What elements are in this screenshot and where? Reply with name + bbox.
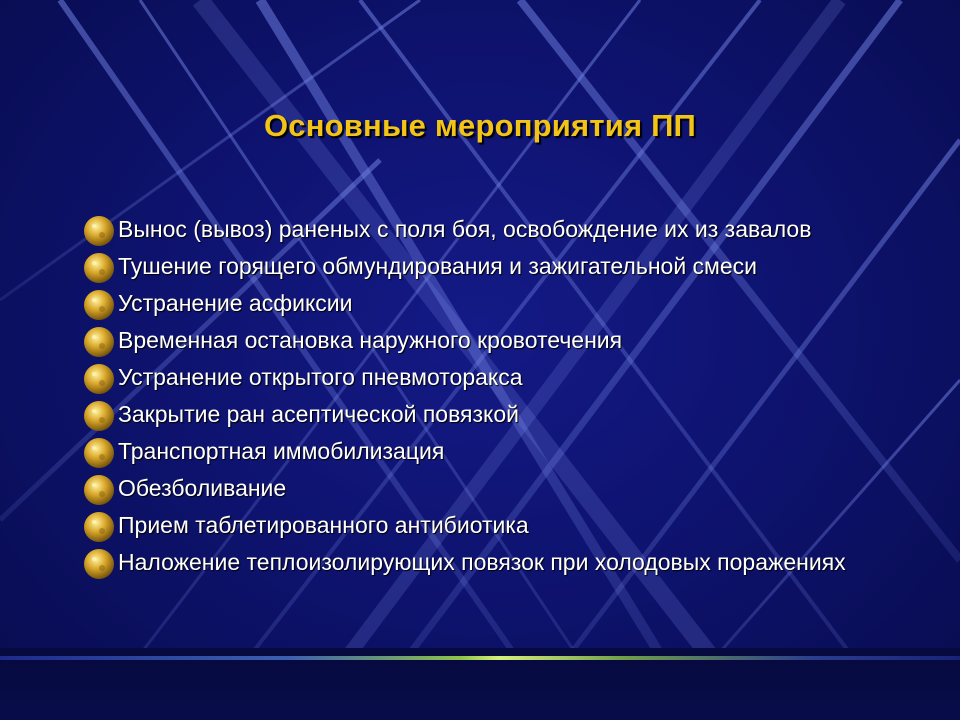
list-item [82,251,882,282]
list-item [82,362,882,393]
gold-sphere-bullet-icon [82,547,116,581]
list-item [82,436,882,467]
gold-sphere-bullet-icon [82,251,116,285]
list-item [82,473,882,504]
list-item-text: Устранение открытого пневмоторакса [118,364,523,390]
list-item-text: Прием таблетированного антибиотика [118,512,529,538]
list-item [82,399,882,430]
list-item-text: Наложение теплоизолирующих повязок при холодовых поражениях [118,549,846,575]
gold-sphere-bullet-icon [82,325,116,359]
list-item-text: Закрытие ран асептической повязкой [118,401,520,427]
list-item-text: Устранение асфиксии [118,290,353,316]
list-item-text: Транспортная иммобилизация [118,438,445,464]
gold-sphere-bullet-icon [82,436,116,470]
gold-sphere-bullet-icon [82,362,116,396]
list-item-text: Тушение горящего обмундирования и зажигательной смеси [118,253,758,279]
list-item-text: Временная остановка наружного кровотечения [118,327,623,353]
gold-sphere-bullet-icon [82,473,116,507]
list-item [82,325,882,356]
gold-sphere-bullet-icon [82,214,116,248]
footer-accent-line [0,656,960,660]
gold-sphere-bullet-icon [82,510,116,544]
list-item [82,510,882,541]
slide-title: Основные мероприятия ПП [263,108,697,143]
list-item [82,214,882,245]
list-item-text: Вынос (вывоз) раненых с поля боя, освобождение их из завалов [118,216,812,242]
bullet-list [82,214,882,584]
gold-sphere-bullet-icon [82,399,116,433]
list-item [82,547,882,578]
list-item [82,288,882,319]
list-item-text: Обезболивание [118,475,287,501]
gold-sphere-bullet-icon [82,288,116,322]
